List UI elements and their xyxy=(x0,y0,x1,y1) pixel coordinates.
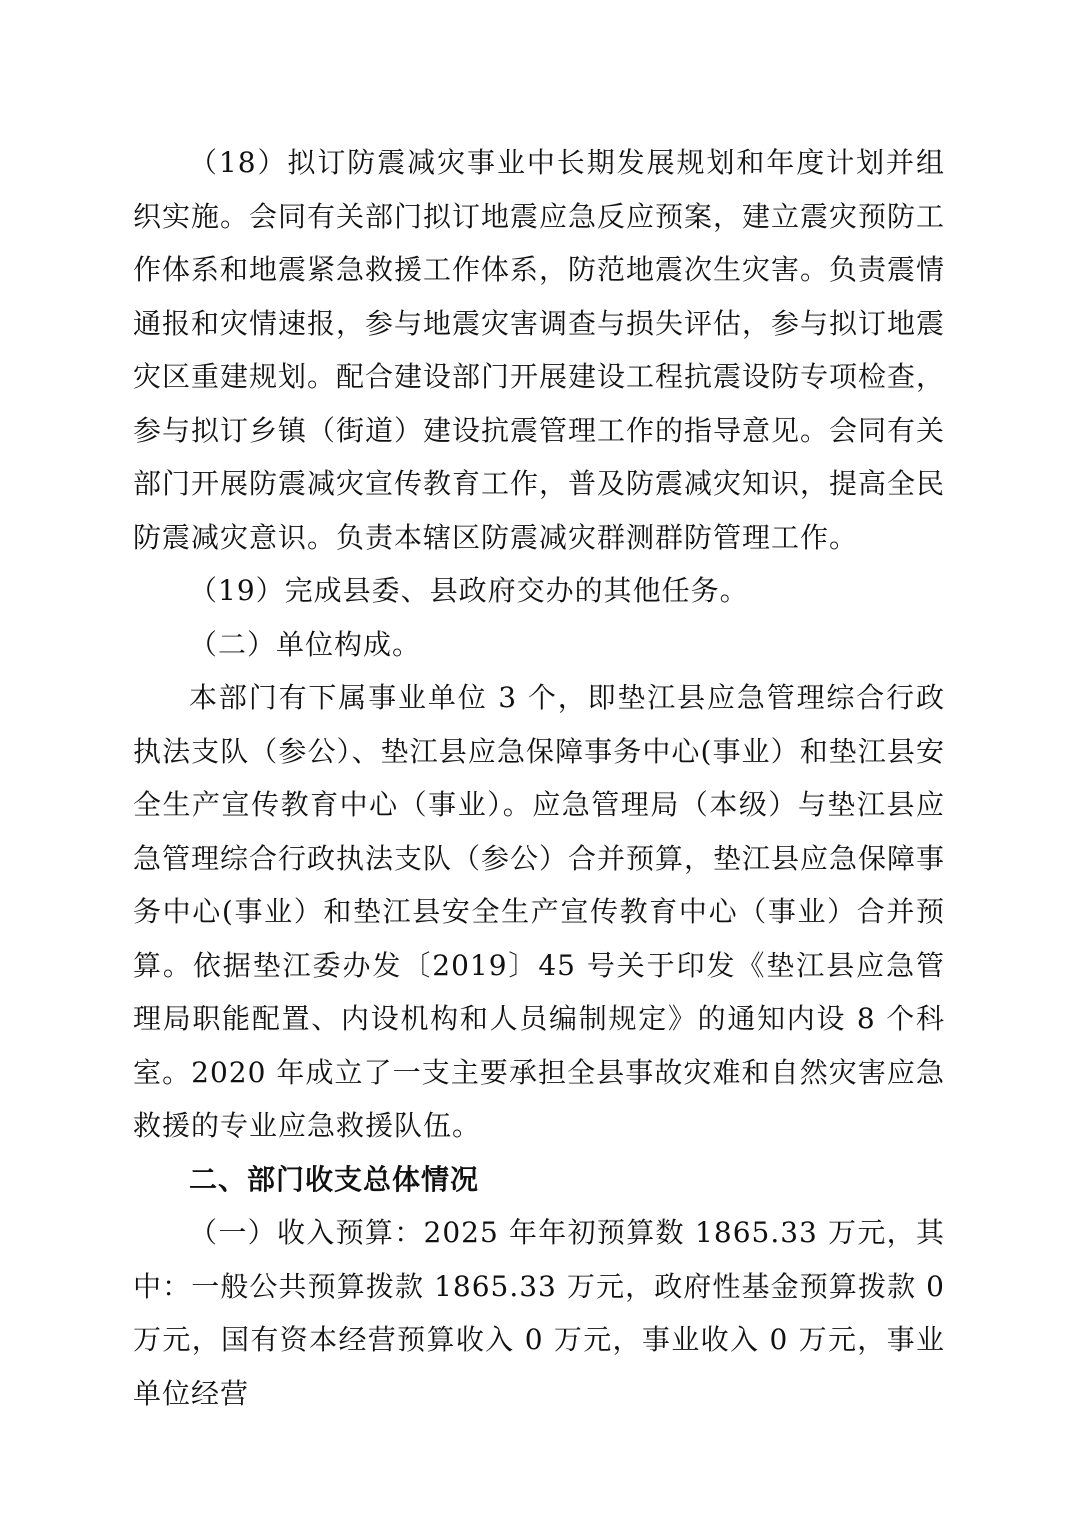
paragraph-income-budget: （一）收入预算：2025 年年初预算数 1865.33 万元，其中：一般公共预算拨款 1865.33 万元，政府性基金预算拨款 0 万元，国有资本经营预算收入 0 万元，事业收入 0 万元，事业单位经营 xyxy=(133,1216,945,1410)
document-body xyxy=(133,136,945,1420)
paragraph-unit-composition: 本部门有下属事业单位 3 个，即垫江县应急管理综合行政执法支队（参公）、垫江县应急保障事务中心(事业）和垫江县安全生产宣传教育中心（事业）。应急管理局（本级）与垫江县应急管理综合行政执法支队（参公）合并预算，垫江县应急保障事务中心(事业）和垫江县安全生产宣传教育中心（事业）合并预算。依据垫江委办发〔2019〕45 号关于印发《垫江县应急管理局职能配置、内设机构和人员编制规定》的通知内设 8 个科室。2020 年成立了一支主要承担全县事故灾难和自然灾害应急救援的专业应急救援队伍。 xyxy=(133,681,946,1142)
paragraph-unit-composition-title: （二）单位构成。 xyxy=(189,627,422,661)
paragraph-duty-18: （18）拟订防震减灾事业中长期发展规划和年度计划并组织实施。会同有关部门拟订地震应急反应预案，建立震灾预防工作体系和地震紧急救援工作体系，防范地震次生灾害。负责震情通报和灾情速报，参与地震灾害调查与损失评估，参与拟订地震灾区重建规划。配合建设部门开展建设工程抗震设防专项检查，参与拟订乡镇（街道）建设抗震管理工作的指导意见。会同有关部门开展防震减灾宣传教育工作，普及防震减灾知识，提高全民防震减灾意识。负责本辖区防震减灾群测群防管理工作。 xyxy=(133,146,946,554)
section-heading-revenue-expenditure: 二、部门收支总体情况 xyxy=(189,1162,480,1196)
paragraph-duty-19: （19）完成县委、县政府交办的其他任务。 xyxy=(189,574,749,607)
